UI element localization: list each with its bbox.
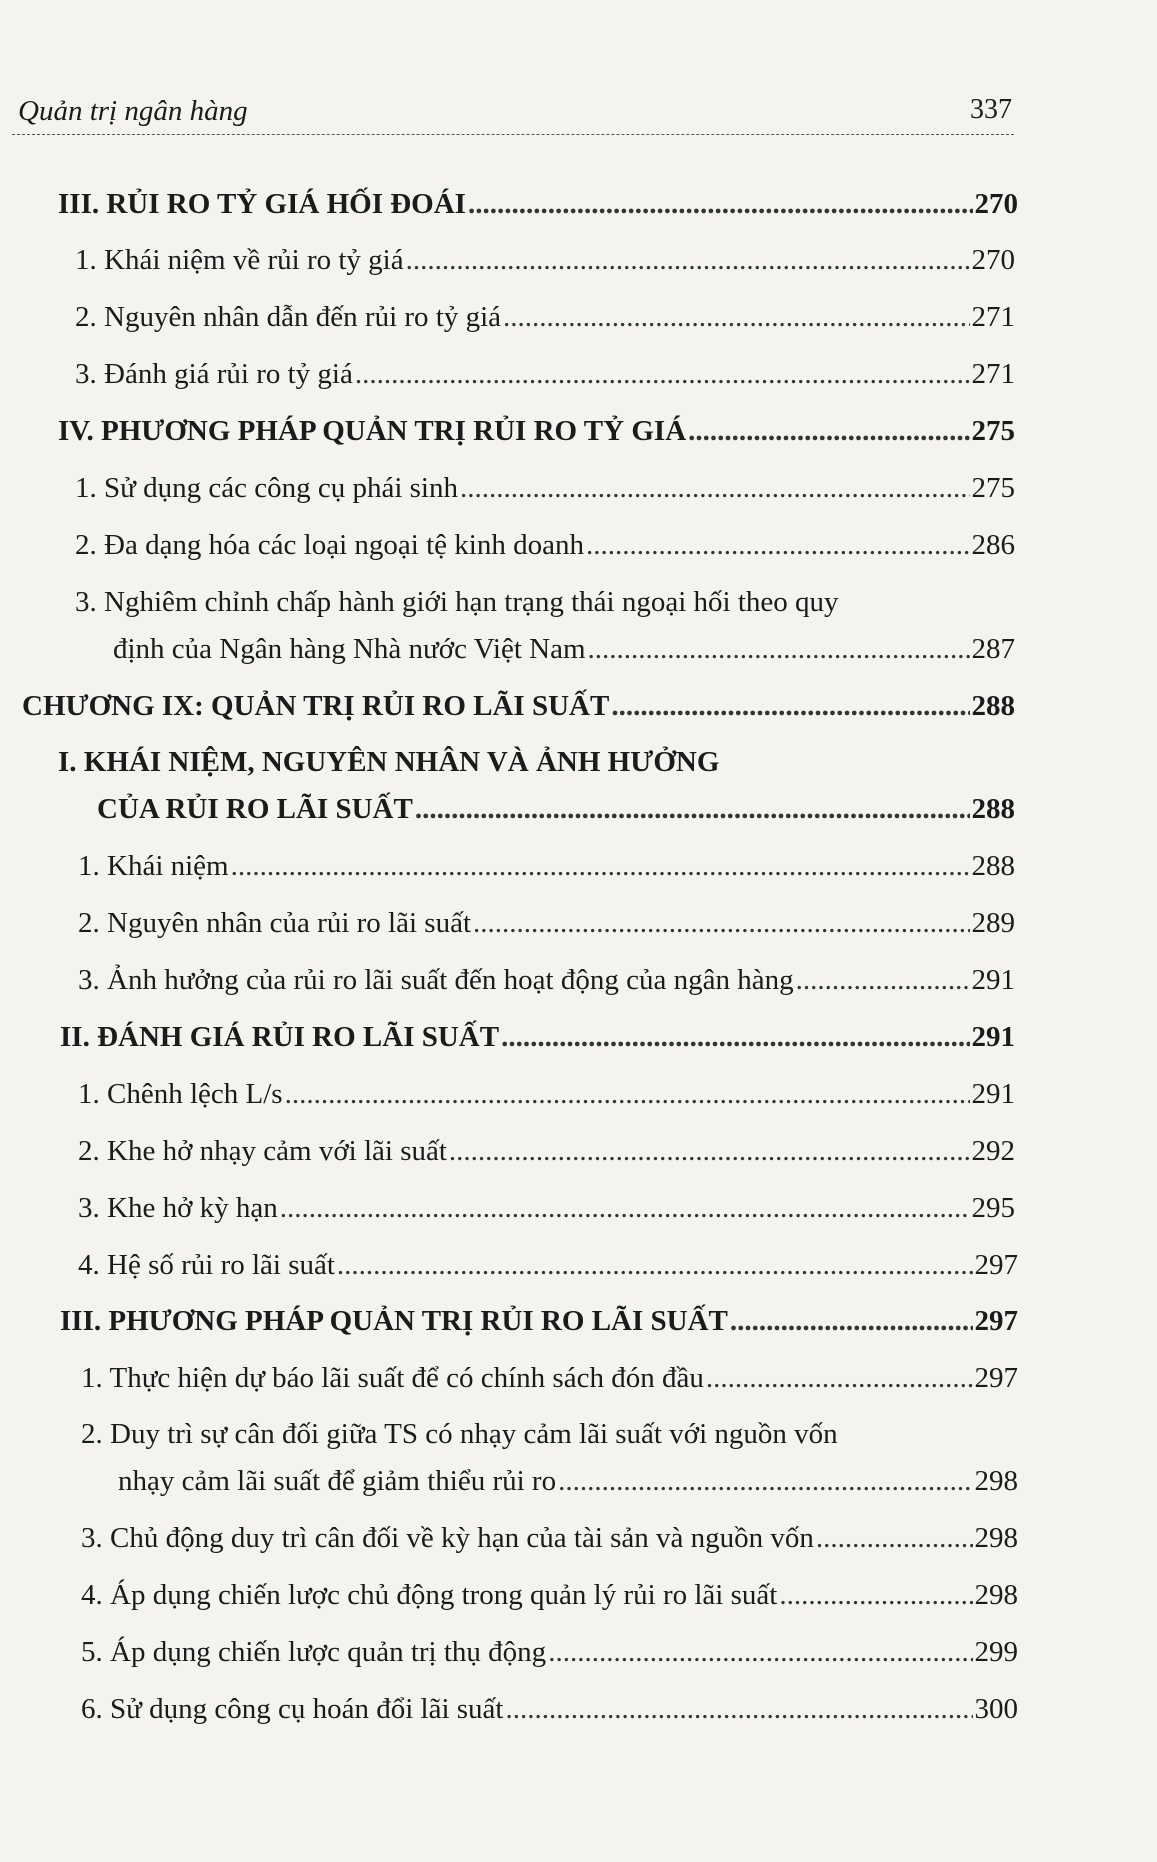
toc-page: 270 [974,188,1018,220]
toc-page: 270 [971,244,1015,276]
toc-page: 287 [971,633,1015,665]
toc-item [81,1636,1018,1676]
toc-chapter [22,690,1015,730]
toc-label: 6. Sử dụng công cụ hoán đổi lãi suất [81,1693,504,1725]
toc-page: 275 [971,415,1015,447]
toc-label: 3. Chủ động duy trì cân đối về kỳ hạn của tài sản và nguồn vốn [81,1522,814,1554]
toc-label: CỦA RỦI RO LÃI SUẤT [97,793,413,825]
leader-dots [688,415,969,448]
toc-label: 1. Thực hiện dự báo lãi suất để có chính sách đón đầu [81,1362,704,1394]
toc-item [81,1693,1018,1733]
toc-label: 5. Áp dụng chiến lược quản trị thụ động [81,1636,547,1668]
leader-dots [355,358,970,391]
running-head-title: Quản trị ngân hàng [18,95,248,127]
toc-item [78,1135,1015,1175]
toc-page: 298 [974,1522,1018,1554]
toc-heading [60,1305,1018,1345]
toc-page: 297 [974,1305,1018,1337]
toc-page: 288 [971,690,1015,722]
toc-page: 299 [974,1636,1018,1668]
toc-label: 3. Ảnh hưởng của rủi ro lãi suất đến hoạt động của ngân hàng [78,964,794,996]
page-number: 337 [970,94,1012,125]
toc-item [75,472,1015,512]
leader-dots [816,1522,973,1555]
toc-heading [97,793,1015,833]
leader-dots [280,1192,970,1225]
leader-dots [406,244,970,277]
leader-dots [505,1693,972,1726]
toc-label: IV. PHƯƠNG PHÁP QUẢN TRỊ RỦI RO TỶ GIÁ [58,415,687,447]
toc-label: 3. Khe hở kỳ hạn [78,1192,278,1224]
toc-label: 1. Khái niệm về rủi ro tỷ giá [75,244,404,276]
leader-dots [337,1249,973,1282]
toc-label: III. PHƯƠNG PHÁP QUẢN TRỊ RỦI RO LÃI SUẤT [60,1305,728,1337]
leader-dots [501,1021,969,1054]
leader-dots [503,301,969,334]
leader-dots [558,1465,972,1498]
toc-label: 1. Chênh lệch L/s [78,1078,283,1110]
toc-page: 295 [971,1192,1015,1224]
toc-label: nhạy cảm lãi suất để giảm thiểu rủi ro [118,1465,557,1497]
leader-dots [468,188,973,221]
toc-item [75,244,1015,284]
toc-heading [58,415,1015,455]
toc-item-first-line: 2. Duy trì sự cân đối giữa TS có nhạy cảm lãi suất với nguồn vốn [81,1418,838,1450]
leader-dots [415,793,970,826]
leader-dots [779,1579,972,1612]
toc-page: 292 [971,1135,1015,1167]
toc-item [78,1192,1015,1232]
toc-item-first-line: 3. Nghiêm chỉnh chấp hành giới hạn trạng thái ngoại hối theo quy [75,586,839,618]
toc-label: 3. Đánh giá rủi ro tỷ giá [75,358,353,390]
toc-page: 297 [974,1249,1018,1281]
leader-dots [460,472,970,505]
toc-label: 2. Đa dạng hóa các loại ngoại tệ kinh doanh [75,529,584,561]
toc-item [78,850,1015,890]
toc-label: định của Ngân hàng Nhà nước Việt Nam [113,633,586,665]
toc-label: 4. Áp dụng chiến lược chủ động trong quản lý rủi ro lãi suất [81,1579,778,1611]
leader-dots [796,964,970,997]
toc-page: 298 [974,1465,1018,1497]
leader-dots [449,1135,970,1168]
leader-dots [706,1362,973,1395]
toc-label: III. RỦI RO TỶ GIÁ HỐI ĐOÁI [58,188,466,220]
leader-dots [586,529,970,562]
toc-label: 1. Khái niệm [78,850,229,882]
toc-heading-first-line: I. KHÁI NIỆM, NGUYÊN NHÂN VÀ ẢNH HƯỞNG [58,746,720,778]
toc-page: 286 [971,529,1015,561]
toc-page: 275 [971,472,1015,504]
toc-page: 297 [974,1362,1018,1394]
toc-label: CHƯƠNG IX: QUẢN TRỊ RỦI RO LÃI SUẤT [22,690,610,722]
toc-item [81,1522,1018,1562]
toc-item [81,1362,1018,1402]
toc-heading [58,188,1018,228]
toc-item [75,358,1015,398]
toc-item [75,301,1015,341]
leader-dots [285,1078,970,1111]
toc-page: 289 [971,907,1015,939]
toc-page: 271 [971,358,1015,390]
toc-page: 271 [971,301,1015,333]
toc-item [75,529,1015,569]
toc-page: 288 [971,850,1015,882]
toc-item [78,964,1015,1004]
toc-page: 288 [971,793,1015,825]
leader-dots [473,907,969,940]
toc-label: 2. Nguyên nhân dẫn đến rủi ro tỷ giá [75,301,502,333]
toc-label: 2. Nguyên nhân của rủi ro lãi suất [78,907,472,939]
toc-page: 291 [971,1078,1015,1110]
toc-label: II. ĐÁNH GIÁ RỦI RO LÃI SUẤT [60,1021,500,1053]
toc-item [78,907,1015,947]
toc-page: 300 [974,1693,1018,1725]
toc-label: 1. Sử dụng các công cụ phái sinh [75,472,458,504]
leader-dots [611,690,969,723]
toc-label: 2. Khe hở nhạy cảm với lãi suất [78,1135,447,1167]
toc-page: 291 [971,1021,1015,1053]
toc-item [78,1249,1018,1289]
toc-item [78,1078,1015,1118]
toc-item [81,1579,1018,1619]
toc-heading [60,1021,1015,1061]
toc-page: 291 [971,964,1015,996]
toc-label: 4. Hệ số rủi ro lãi suất [78,1249,335,1281]
leader-dots [588,633,970,666]
leader-dots [548,1636,972,1669]
toc-item [113,633,1015,673]
toc-page: 298 [974,1579,1018,1611]
leader-dots [730,1305,973,1338]
running-head [12,90,1014,135]
leader-dots [231,850,970,883]
toc-item [118,1465,1018,1505]
